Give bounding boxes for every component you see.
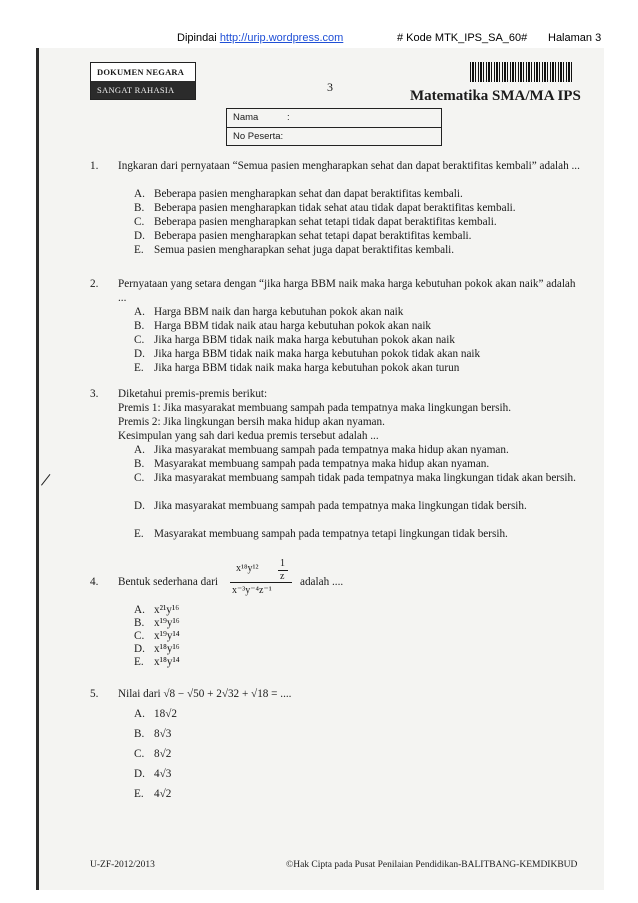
classification-line-2: SANGAT RAHASIA <box>91 81 195 99</box>
inner-denominator: z <box>280 571 285 582</box>
footer-code: U-ZF-2012/2013 <box>90 860 155 870</box>
identity-box <box>226 108 442 146</box>
question-text: Nilai dari √8 − √50 + 2√32 + √18 = .... <box>118 688 292 700</box>
scan-border <box>36 48 39 890</box>
fraction-line <box>230 582 292 583</box>
footer-copyright: ©Hak Cipta pada Pusat Penilaian Pendidikan-BALITBANG-KEMDIKBUD <box>286 860 578 870</box>
document-code: # Kode MTK_IPS_SA_60# <box>397 32 528 44</box>
classification-line-1: DOKUMEN NEGARA <box>91 63 195 81</box>
fraction-denominator: x⁻³y⁻⁴z⁻¹ <box>232 585 272 596</box>
source-link[interactable]: http://urip.wordpress.com <box>219 32 344 44</box>
premise-1: Premis 1: Jika masyarakat membuang sampah pada tempatnya maka lingkungan bersih. <box>118 402 512 414</box>
expression-fraction <box>230 558 290 600</box>
page-indicator: Halaman 3 <box>548 32 602 44</box>
name-row: Nama : <box>233 112 290 123</box>
question-text: Bentuk sederhana dari <box>118 576 219 588</box>
question-text-after: adalah .... <box>300 576 344 588</box>
barcode <box>470 62 574 82</box>
subject-title: Matematika SMA/MA IPS <box>410 88 581 104</box>
participant-row: No Peserta: <box>227 127 441 146</box>
fraction-numerator: x¹⁸y¹² <box>236 563 259 574</box>
classification-box <box>90 62 196 100</box>
conclusion-prompt: Kesimpulan yang sah dari kedua premis tersebut adalah ... <box>118 430 379 442</box>
question-text: Ingkaran dari pernyataan “Semua pasien mengharapkan sehat dan dapat beraktifitas kembali” adalah ... <box>118 160 580 172</box>
premise-2: Premis 2: Jika lingkungan bersih maka hidup akan nyaman. <box>118 416 385 428</box>
scanned-credit: Dipindai http://urip.wordpress.com <box>177 32 344 44</box>
sheet-page-number: 3 <box>327 80 333 94</box>
pdf-header <box>0 0 638 48</box>
question-text: Diketahui premis-premis berikut: <box>118 388 268 400</box>
inner-numerator: 1 <box>280 558 285 569</box>
question-text: Pernyataan yang setara dengan “jika harga BBM naik maka harga kebutuhan pokok akan naik” adalah ... <box>118 278 576 304</box>
